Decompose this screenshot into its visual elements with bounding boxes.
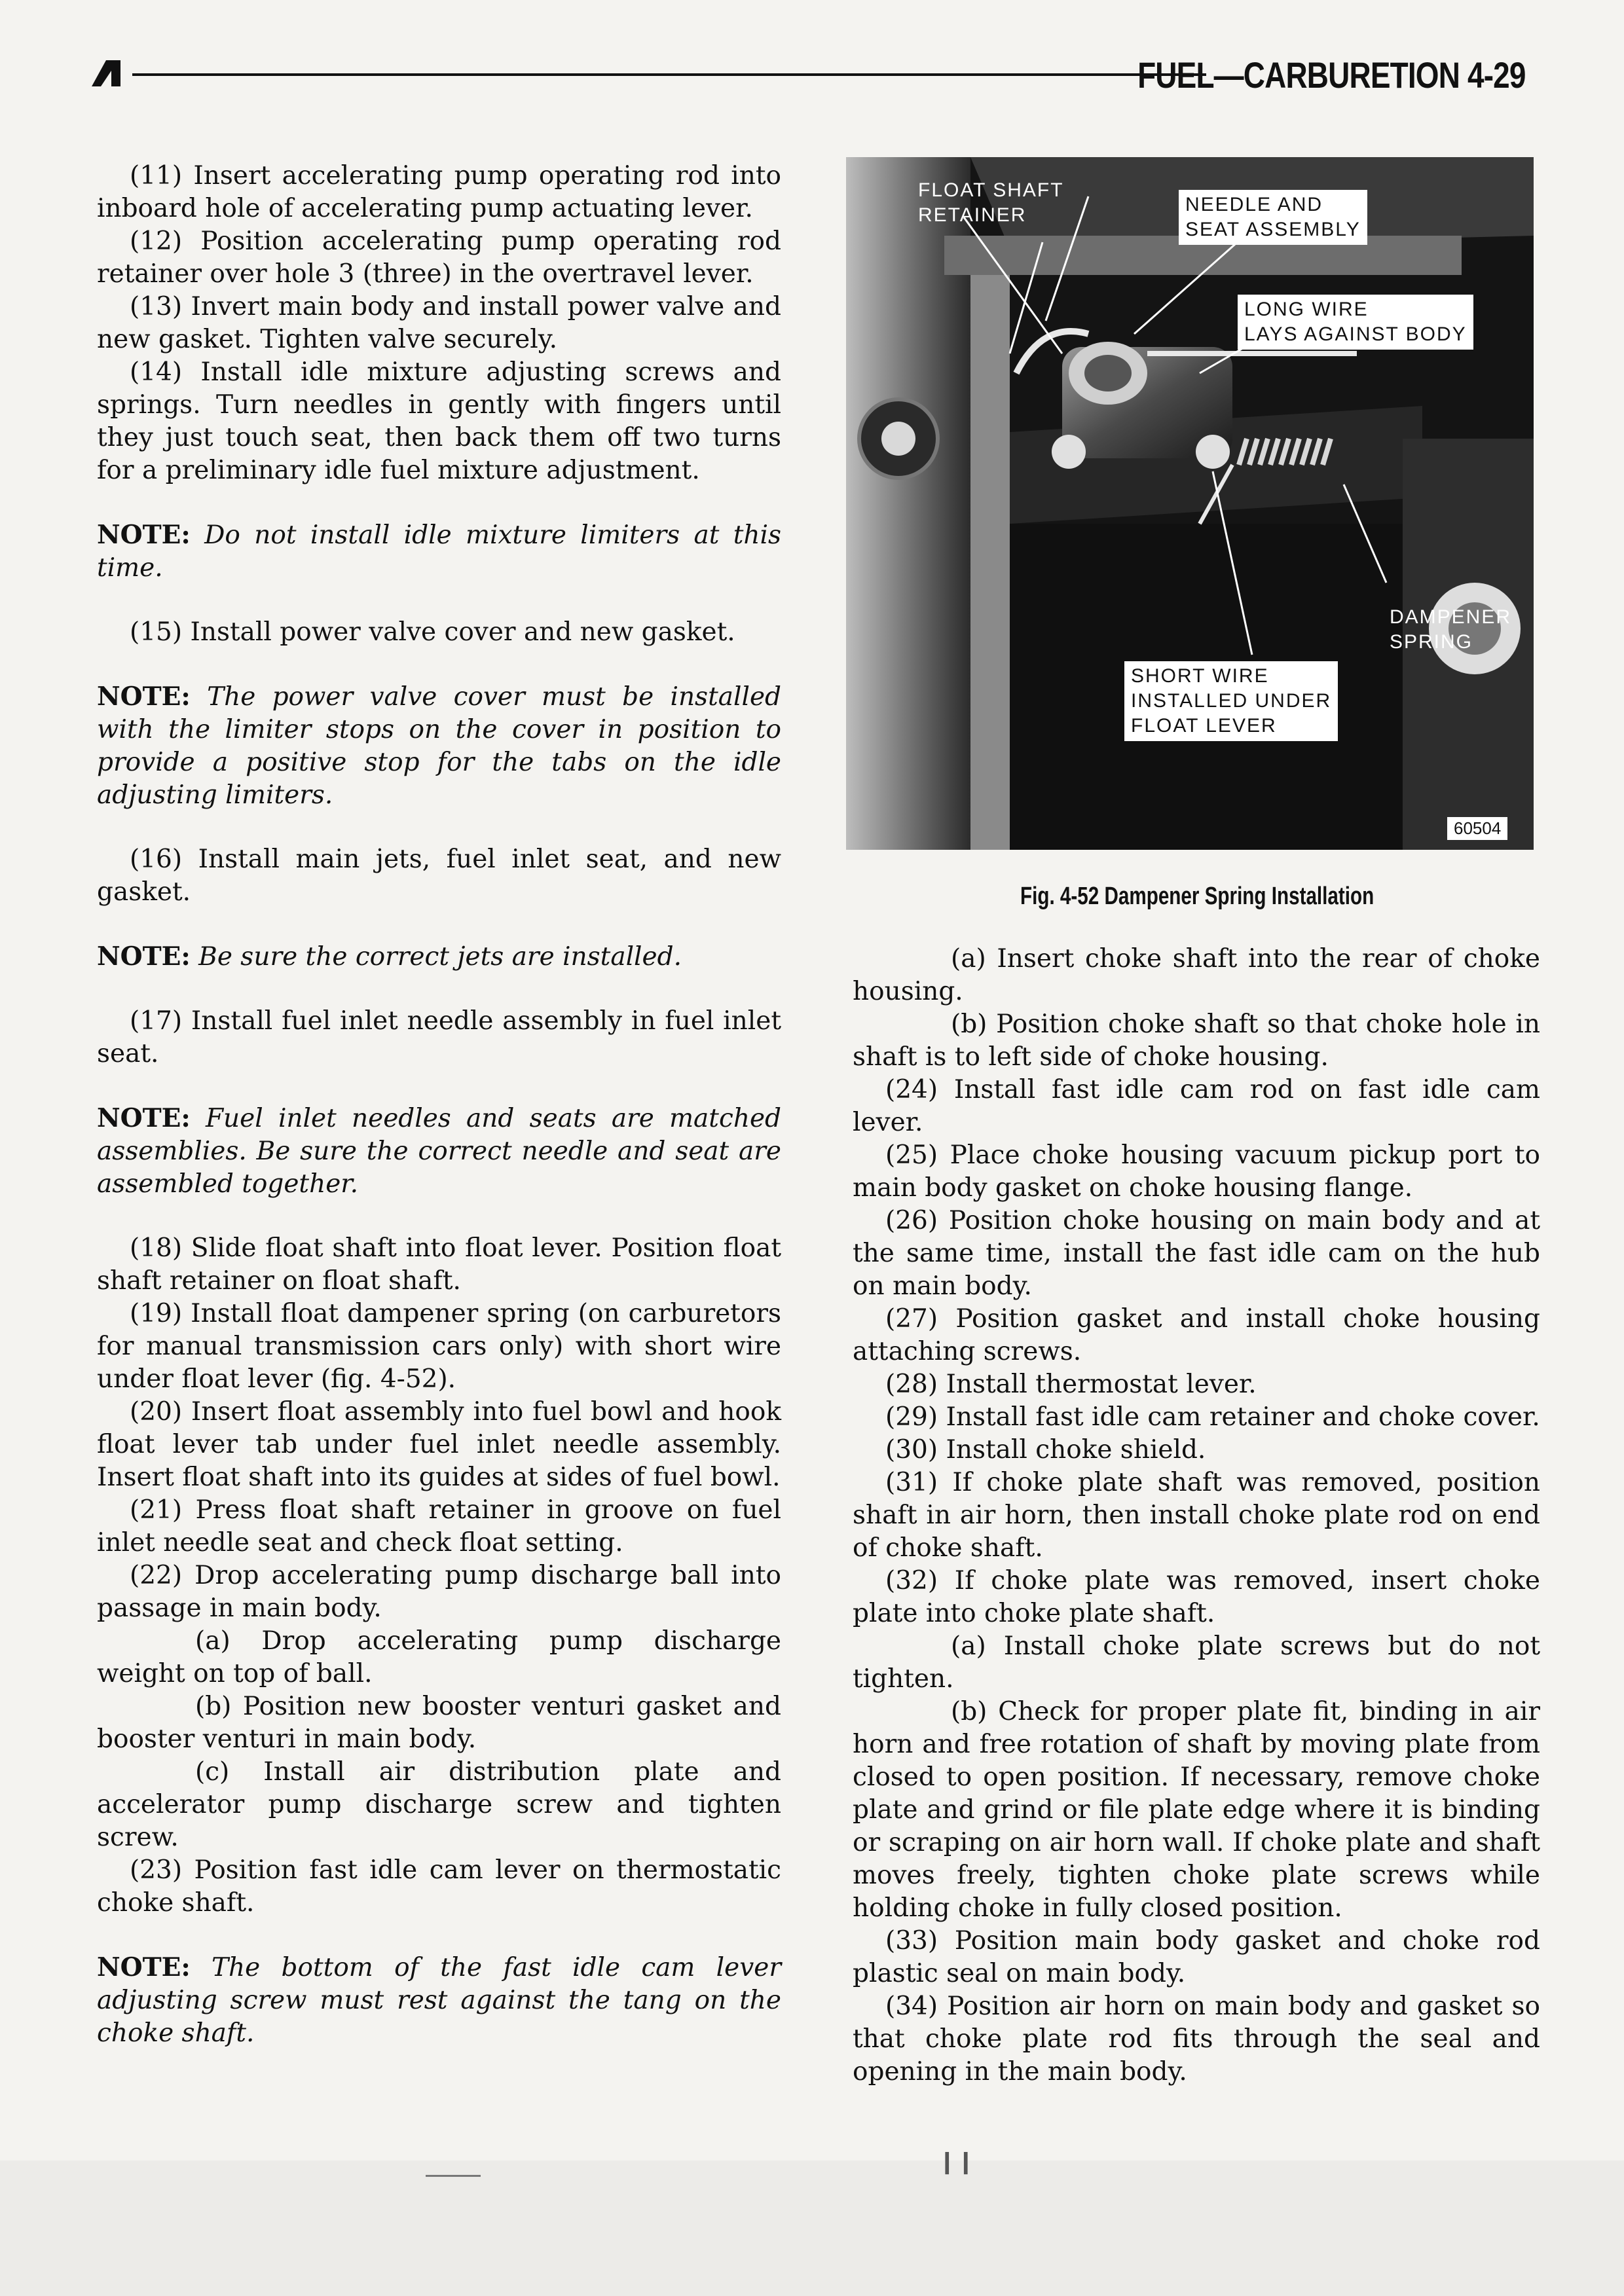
step-paragraph: (14) Install idle mixture adjusting screws and springs. Turn needles in gently with fingers until they just touch seat, then back them off two turns for a preliminary idle fuel mixture adjustment.: [97, 357, 781, 485]
header-rule: [132, 73, 1206, 76]
substep-paragraph: (a) Insert choke shaft into the rear of choke housing.: [853, 944, 1540, 1006]
running-title: FUEL—CARBURETION 4-29: [1137, 54, 1526, 96]
step-paragraph: (29) Install fast idle cam retainer and choke cover.: [885, 1402, 1540, 1432]
right-column: [853, 943, 1540, 2088]
note-label: NOTE:: [97, 1952, 191, 1982]
substep-paragraph: (b) Position new booster venturi gasket and booster venturi in main body.: [97, 1692, 781, 1754]
callout-float-shaft-retainer: FLOAT SHAFT RETAINER: [918, 179, 1064, 226]
note-paragraph: [97, 1951, 781, 2050]
note-paragraph: [97, 1102, 781, 1201]
step-paragraph: (25) Place choke housing vacuum pickup port to main body gasket on choke housing flange.: [853, 1140, 1540, 1203]
callout-dampener-spring: DAMPENER SPRING: [1390, 606, 1512, 653]
step-paragraph: (23) Position fast idle cam lever on thermostatic choke shaft.: [97, 1855, 781, 1918]
note-paragraph: [97, 680, 781, 812]
callout-short-wire: SHORT WIRE INSTALLED UNDER FLOAT LEVER: [1124, 661, 1338, 741]
footer-page-mark: ❙❙: [938, 2149, 975, 2174]
step-paragraph: (33) Position main body gasket and choke rod plastic seal on main body.: [853, 1926, 1540, 1988]
step-paragraph: (31) If choke plate shaft was removed, position shaft in air horn, then install choke plate rod on end of choke shaft.: [853, 1468, 1540, 1563]
step-paragraph: (30) Install choke shield.: [885, 1435, 1206, 1465]
substep-paragraph: (b) Position choke shaft so that choke hole in shaft is to left side of choke housing.: [853, 1010, 1540, 1072]
step-paragraph: (27) Position gasket and install choke housing attaching screws.: [853, 1304, 1540, 1366]
note-label: NOTE:: [97, 1103, 191, 1133]
step-paragraph: (20) Insert float assembly into fuel bowl and hook float lever tab under fuel inlet needle assembly. Insert float shaft into its guides at sides of fuel bowl.: [97, 1397, 781, 1492]
step-paragraph: (28) Install thermostat lever.: [885, 1370, 1257, 1399]
step-paragraph: (26) Position choke housing on main body and at the same time, install the fast idle cam on the hub on main body.: [853, 1206, 1540, 1301]
note-text: Do not install idle mixture limiters at this time.: [97, 520, 781, 583]
substep-paragraph: (a) Install choke plate screws but do not tighten.: [853, 1631, 1540, 1694]
substep-paragraph: (c) Install air distribution plate and accelerator pump discharge screw and tighten screw.: [97, 1757, 781, 1852]
callout-long-wire: LONG WIRE LAYS AGAINST BODY: [1238, 295, 1473, 350]
note-label: NOTE:: [97, 682, 191, 712]
carburetor-photo-illustration: [846, 157, 1534, 850]
note-text: Fuel inlet needles and seats are matched assemblies. Be sure the correct needle and seat are assembled together.: [97, 1104, 781, 1199]
step-paragraph: (16) Install main jets, fuel inlet seat, and new gasket.: [97, 845, 781, 907]
note-paragraph: [97, 519, 781, 585]
step-paragraph: (11) Insert accelerating pump operating rod into inboard hole of accelerating pump actuating lever.: [97, 161, 781, 223]
left-column: [97, 160, 781, 2081]
substep-paragraph: (a) Drop accelerating pump discharge weight on top of ball.: [97, 1626, 781, 1688]
note-paragraph: [97, 940, 781, 974]
figure-number: 60504: [1447, 817, 1507, 840]
step-paragraph: (15) Install power valve cover and new gasket.: [130, 617, 735, 647]
step-paragraph: (18) Slide float shaft into float lever. Position float shaft retainer on float shaft.: [97, 1233, 781, 1296]
step-paragraph: (12) Position accelerating pump operating rod retainer over hole 3 (three) in the overtravel lever.: [97, 227, 781, 289]
note-label: NOTE:: [97, 520, 191, 550]
step-paragraph: (24) Install fast idle cam rod on fast idle cam lever.: [853, 1075, 1540, 1137]
figure-dampener-spring-photo: [846, 157, 1534, 850]
footer-rule: [426, 2175, 481, 2177]
page-header: [92, 54, 1526, 97]
step-paragraph: (13) Invert main body and install power valve and new gasket. Tighten valve securely.: [97, 292, 781, 354]
substep-paragraph: (b) Check for proper plate fit, binding in air horn and free rotation of shaft by moving plate from closed to open position. If necessary, remove choke plate and grind or file plate edge where it is binding or scraping on air horn wall. If choke plate and shaft moves freely, tighten choke plate screws while holding choke in fully closed position.: [853, 1697, 1540, 1923]
note-text: Be sure the correct jets are installed.: [198, 942, 682, 972]
figure-caption: Fig. 4-52 Dampener Spring Installation: [1020, 883, 1375, 910]
step-paragraph: (17) Install fuel inlet needle assembly in fuel inlet seat.: [97, 1006, 781, 1068]
publisher-logo-icon: [92, 60, 120, 86]
step-paragraph: (22) Drop accelerating pump discharge ball into passage in main body.: [97, 1561, 781, 1623]
step-paragraph: (32) If choke plate was removed, insert choke plate into choke plate shaft.: [853, 1566, 1540, 1628]
note-text: The bottom of the fast idle cam lever adjusting screw must rest against the tang on the choke shaft.: [97, 1953, 781, 2048]
callout-needle-and-seat-assembly: NEEDLE AND SEAT ASSEMBLY: [1179, 190, 1367, 245]
note-text: The power valve cover must be installed with the limiter stops on the cover in position to provide a positive stop for the tabs on the idle adjusting limiters.: [97, 682, 781, 810]
page-bottom-margin: [0, 2160, 1624, 2296]
step-paragraph: (21) Press float shaft retainer in groove on fuel inlet needle seat and check float setting.: [97, 1495, 781, 1558]
step-paragraph: (19) Install float dampener spring (on carburetors for manual transmission cars only) with short wire under float lever (fig. 4-52).: [97, 1299, 781, 1394]
step-paragraph: (34) Position air horn on main body and gasket so that choke plate rod fits through the seal and opening in the main body.: [853, 1992, 1540, 2086]
note-label: NOTE:: [97, 941, 191, 972]
